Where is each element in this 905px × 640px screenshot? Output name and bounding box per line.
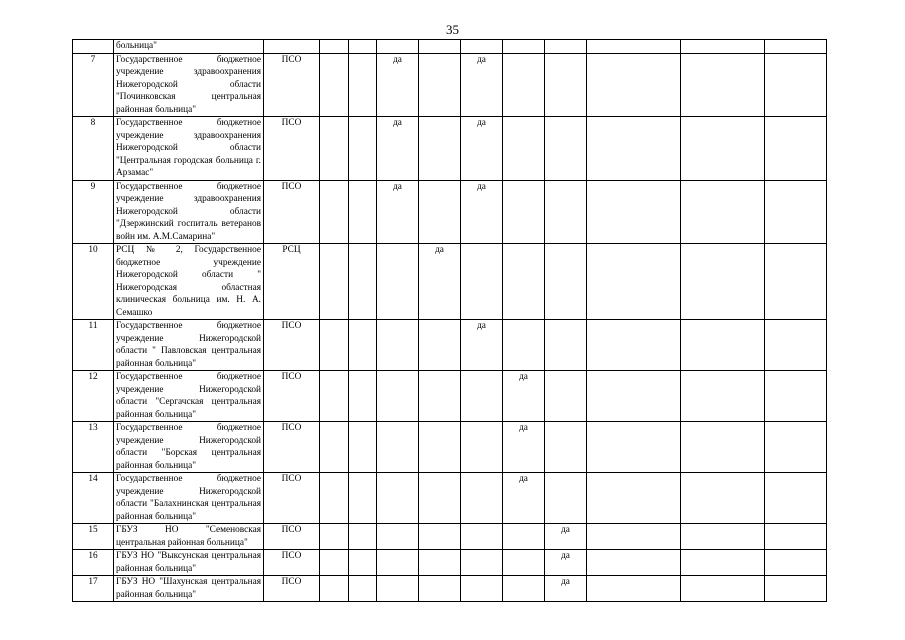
cell-mark — [765, 53, 827, 117]
cell-mark — [349, 550, 377, 576]
cell-mark — [419, 40, 461, 54]
cell-type: ПСО — [264, 576, 320, 602]
cell-mark — [545, 180, 587, 244]
cell-mark — [419, 180, 461, 244]
cell-mark — [545, 244, 587, 320]
cell-type: ПСО — [264, 117, 320, 181]
cell-mark — [587, 244, 681, 320]
cell-mark — [320, 473, 349, 524]
cell-mark — [419, 473, 461, 524]
cell-mark — [503, 320, 545, 371]
cell-mark — [349, 524, 377, 550]
cell-mark — [545, 473, 587, 524]
cell-mark — [765, 320, 827, 371]
cell-num: 13 — [73, 422, 114, 473]
cell-mark — [545, 117, 587, 181]
cell-mark — [377, 473, 419, 524]
cell-num — [73, 40, 114, 54]
cell-mark — [765, 473, 827, 524]
cell-name: Государственное бюджетное учреждение Нижегородской области "Борская центральная районная больница" — [114, 422, 264, 473]
cell-mark — [681, 117, 765, 181]
cell-mark — [765, 550, 827, 576]
cell-mark — [681, 550, 765, 576]
cell-mark — [320, 550, 349, 576]
cell-mark — [320, 53, 349, 117]
table-row — [73, 550, 827, 576]
cell-mark — [349, 40, 377, 54]
table-row — [73, 371, 827, 422]
table-body — [73, 40, 827, 602]
cell-mark — [503, 180, 545, 244]
cell-mark — [681, 576, 765, 602]
cell-mark — [545, 40, 587, 54]
cell-mark — [349, 180, 377, 244]
cell-mark: да — [503, 473, 545, 524]
cell-mark — [765, 576, 827, 602]
cell-mark — [377, 320, 419, 371]
cell-mark — [461, 371, 503, 422]
cell-num: 11 — [73, 320, 114, 371]
cell-mark — [587, 320, 681, 371]
cell-mark — [461, 244, 503, 320]
cell-mark — [765, 371, 827, 422]
cell-mark — [587, 550, 681, 576]
cell-mark — [681, 244, 765, 320]
cell-mark: да — [545, 550, 587, 576]
cell-mark — [377, 40, 419, 54]
cell-name: Государственное бюджетное учреждение здравоохранения Нижегородской области "Центральная городская больница г. Арзамас" — [114, 117, 264, 181]
cell-mark — [377, 524, 419, 550]
cell-mark: да — [377, 117, 419, 181]
cell-name: Государственное бюджетное учреждение здравоохранения Нижегородской области "Дзержинский госпиталь ветеранов войн им. А.М.Самарина" — [114, 180, 264, 244]
cell-mark: да — [419, 244, 461, 320]
cell-mark — [545, 320, 587, 371]
cell-mark — [349, 320, 377, 371]
cell-type: ПСО — [264, 180, 320, 244]
table-row — [73, 422, 827, 473]
cell-name: ГБУЗ НО "Семеновская центральная районная больница" — [114, 524, 264, 550]
table-row — [73, 524, 827, 550]
cell-mark: да — [377, 180, 419, 244]
cell-mark — [419, 117, 461, 181]
cell-mark — [681, 320, 765, 371]
cell-type — [264, 40, 320, 54]
cell-mark — [765, 180, 827, 244]
cell-type: РСЦ — [264, 244, 320, 320]
cell-mark — [349, 371, 377, 422]
page-number: 35 — [446, 22, 459, 37]
table-row — [73, 473, 827, 524]
cell-mark — [681, 422, 765, 473]
cell-mark — [681, 40, 765, 54]
cell-mark — [320, 371, 349, 422]
cell-mark — [587, 371, 681, 422]
cell-mark — [681, 53, 765, 117]
cell-mark: да — [377, 53, 419, 117]
cell-mark — [765, 524, 827, 550]
cell-mark — [419, 422, 461, 473]
cell-mark: да — [461, 320, 503, 371]
cell-mark — [377, 550, 419, 576]
cell-mark — [377, 576, 419, 602]
cell-mark — [503, 117, 545, 181]
table-row — [73, 117, 827, 181]
cell-mark — [419, 53, 461, 117]
cell-mark — [349, 576, 377, 602]
cell-mark — [681, 524, 765, 550]
cell-mark — [320, 320, 349, 371]
cell-mark — [461, 524, 503, 550]
cell-type: ПСО — [264, 320, 320, 371]
cell-mark — [320, 117, 349, 181]
cell-name: ГБУЗ НО "Выксунская центральная районная больница" — [114, 550, 264, 576]
cell-mark — [349, 53, 377, 117]
cell-num: 16 — [73, 550, 114, 576]
cell-mark — [320, 576, 349, 602]
cell-mark — [503, 40, 545, 54]
cell-mark — [320, 524, 349, 550]
cell-num: 15 — [73, 524, 114, 550]
cell-mark: да — [461, 180, 503, 244]
cell-mark — [377, 244, 419, 320]
cell-mark — [461, 576, 503, 602]
cell-name: больница" — [114, 40, 264, 54]
cell-mark — [419, 576, 461, 602]
cell-mark — [320, 244, 349, 320]
cell-name: ГБУЗ НО "Шахунская центральная районная больница" — [114, 576, 264, 602]
cell-type: ПСО — [264, 550, 320, 576]
cell-type: ПСО — [264, 473, 320, 524]
cell-mark — [587, 576, 681, 602]
cell-mark — [377, 371, 419, 422]
cell-mark: да — [545, 576, 587, 602]
cell-mark — [765, 40, 827, 54]
cell-name: РСЦ № 2, Государственное бюджетное учреждение Нижегородской области " Нижегородская областная клиническая больница им. Н. А. Семашко — [114, 244, 264, 320]
cell-type: ПСО — [264, 371, 320, 422]
table-row-continuation — [73, 40, 827, 54]
cell-name: Государственное бюджетное учреждение Нижегородской области " Павловская центральная районная больница" — [114, 320, 264, 371]
cell-mark — [765, 117, 827, 181]
cell-num: 9 — [73, 180, 114, 244]
cell-mark — [681, 371, 765, 422]
cell-mark: да — [503, 422, 545, 473]
cell-mark — [545, 53, 587, 117]
cell-mark: да — [503, 371, 545, 422]
cell-mark — [461, 550, 503, 576]
cell-num: 17 — [73, 576, 114, 602]
table-row — [73, 320, 827, 371]
cell-mark — [545, 371, 587, 422]
cell-mark — [320, 180, 349, 244]
cell-mark — [503, 524, 545, 550]
cell-name: Государственное бюджетное учреждение Нижегородской области "Балахнинская центральная районная больница" — [114, 473, 264, 524]
cell-mark — [587, 524, 681, 550]
cell-type: ПСО — [264, 524, 320, 550]
cell-mark — [419, 320, 461, 371]
cell-mark — [461, 40, 503, 54]
cell-mark — [765, 422, 827, 473]
cell-mark — [587, 180, 681, 244]
cell-mark — [320, 422, 349, 473]
cell-mark — [587, 53, 681, 117]
cell-mark — [545, 422, 587, 473]
cell-mark — [349, 244, 377, 320]
table-row — [73, 576, 827, 602]
cell-num: 8 — [73, 117, 114, 181]
cell-mark — [419, 371, 461, 422]
table-row — [73, 244, 827, 320]
cell-mark — [349, 117, 377, 181]
cell-mark — [419, 550, 461, 576]
cell-mark — [461, 422, 503, 473]
cell-type: ПСО — [264, 53, 320, 117]
cell-mark — [349, 422, 377, 473]
cell-num: 7 — [73, 53, 114, 117]
cell-mark — [587, 117, 681, 181]
cell-mark — [587, 473, 681, 524]
cell-num: 14 — [73, 473, 114, 524]
cell-mark — [503, 244, 545, 320]
cell-mark — [503, 53, 545, 117]
cell-mark — [503, 576, 545, 602]
cell-num: 12 — [73, 371, 114, 422]
cell-mark — [320, 40, 349, 54]
cell-mark — [461, 473, 503, 524]
cell-mark — [587, 40, 681, 54]
cell-mark — [377, 422, 419, 473]
cell-mark — [419, 524, 461, 550]
cell-mark — [681, 473, 765, 524]
cell-mark: да — [545, 524, 587, 550]
table-row — [73, 180, 827, 244]
cell-mark — [765, 244, 827, 320]
facility-table — [72, 39, 827, 602]
cell-mark — [587, 422, 681, 473]
cell-mark — [349, 473, 377, 524]
cell-mark — [503, 550, 545, 576]
cell-type: ПСО — [264, 422, 320, 473]
cell-mark — [681, 180, 765, 244]
table-row — [73, 53, 827, 117]
cell-num: 10 — [73, 244, 114, 320]
cell-name: Государственное бюджетное учреждение Нижегородской области "Сергачская центральная районная больница" — [114, 371, 264, 422]
cell-name: Государственное бюджетное учреждение здравоохранения Нижегородской области "Починковская центральная районная больница" — [114, 53, 264, 117]
cell-mark: да — [461, 117, 503, 181]
cell-mark: да — [461, 53, 503, 117]
